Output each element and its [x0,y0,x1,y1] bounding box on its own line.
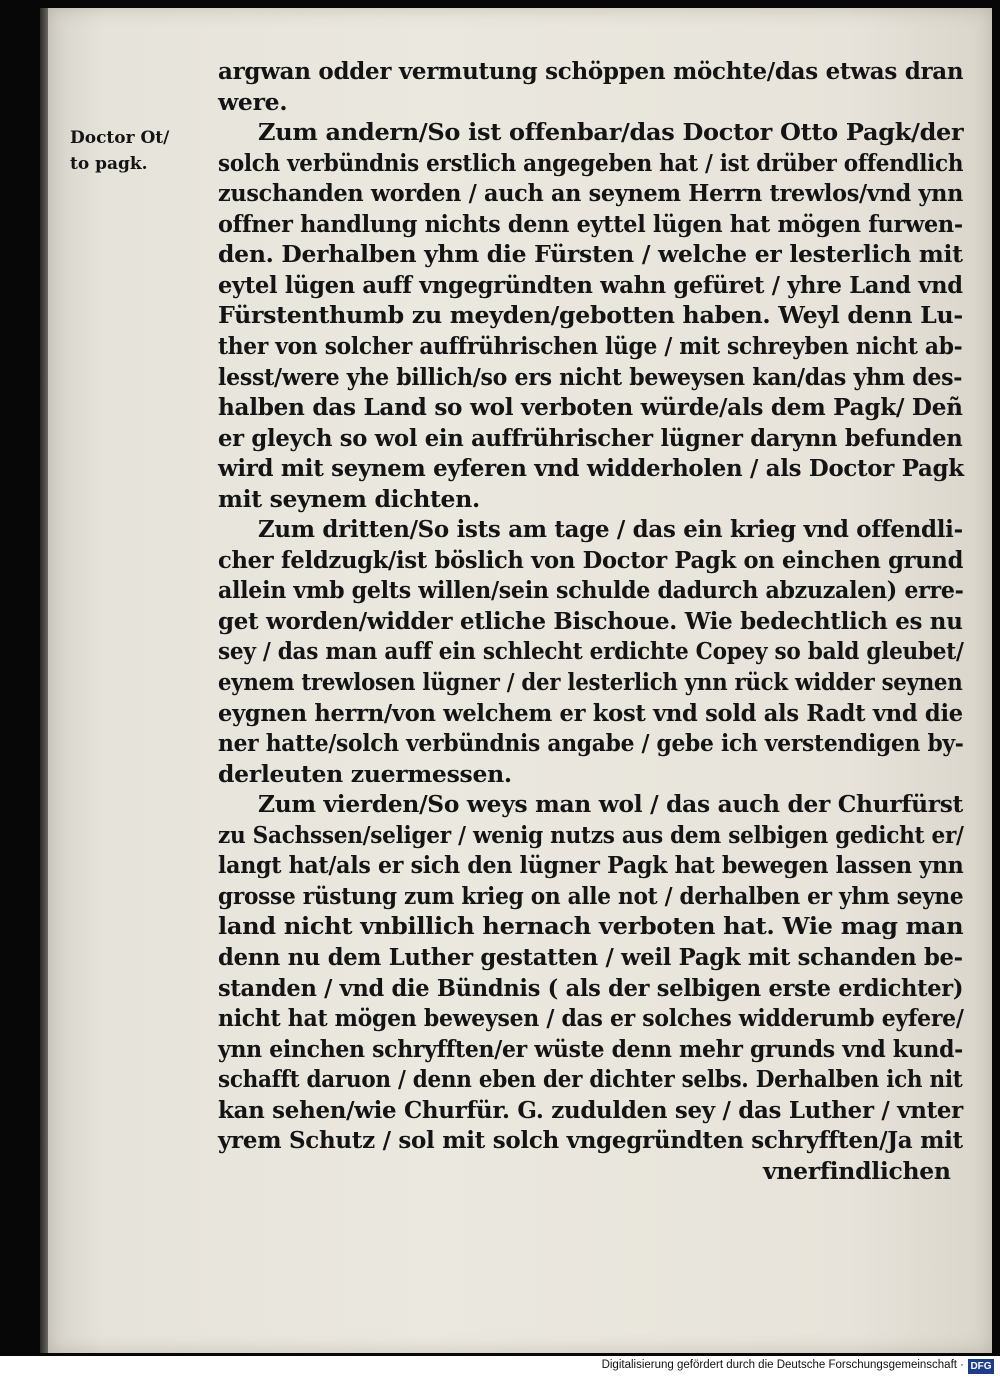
text-line: allein vmb gelts willen/sein schulde dadurch abzuzalen) erre- [218,576,964,605]
text-line: standen / vnd die Bündnis ( als der selbigen erste erdichter) [218,973,964,1002]
text-line: yrem Schutz / sol mit solch vngegründten schryfften/Ja mit [218,1126,963,1155]
footer-bar [0,1356,1000,1379]
text-line: zu Sachssen/seliger / wenig nutzs aus dem selbigen gedicht er/ [218,820,964,849]
text-line: den. Derhalben yhm die Fürsten / welche er lesterlich mit [218,240,963,269]
text-line: langt hat/als er sich den lügner Pagk hat bewegen lassen ynn [218,851,964,880]
text-line: eygnen herrn/von welchem er kost vnd sold als Radt vnd die [218,698,963,727]
text-line: Zum andern/So ist offenbar/das Doctor Otto Pagk/der [258,118,964,147]
marginal-note-line: to pagk. [70,154,148,174]
text-line: schafft daruon / denn eben der dichter selbs. Derhalben ich nit [218,1065,963,1094]
text-line: derleuten zuermessen. [218,759,512,788]
funding-notice: Digitalisierung gefördert durch die Deutsche Forschungsgemeinschaft · [601,1359,964,1371]
text-line: eytel lügen auff vngegründten wahn gefüret / yhre Land vnd [218,270,963,299]
text-line: Fürstenthumb zu meyden/gebotten haben. Weyl denn Lu- [218,301,963,330]
text-line: ner hatte/solch verbündnis angabe / gebe ich verstendigen by- [218,729,964,758]
text-line: grosse rüstung zum krieg on alle not / derhalben er yhm seyne [218,881,964,910]
text-line: denn nu dem Luther gestatten / weil Pagk mit schanden be- [218,942,963,971]
dfg-logo-icon: DFG [968,1359,994,1374]
marginal-note-line: Doctor Ot/ [70,128,170,148]
text-line: sey / das man auff ein schlecht erdichte Copey so bald gleubet/ [218,637,964,666]
text-line: lesst/were yhe billich/so ers nicht beweysen kan/das yhm des- [218,362,963,391]
text-line: kan sehen/wie Churfür. G. zudulden sey / das Luther / vnter [218,1095,963,1124]
text-line: land nicht vnbillich hernach verboten hat. Wie mag man [218,912,964,941]
text-line: Zum vierden/So weys man wol / das auch der Churfürst [258,790,964,819]
page-edge [40,8,48,1353]
text-line: get worden/widder etliche Bischoue. Wie bedechtlich es nu [218,606,963,635]
text-line: eynem trewlosen lügner / der lesterlich ynn rück widder seynen [218,668,963,696]
text-line: ther von solcher auffrührischen lüge / mit schreyben nicht ab- [218,331,963,360]
text-line: Zum dritten/So ists am tage / das ein krieg vnd offendli- [258,515,963,544]
text-line: solch verbündnis erstlich angegeben hat / ist drüber offendlich [218,148,964,177]
text-line: mit seynem dichten. [218,484,480,513]
text-line: vnerfindlichen [763,1156,951,1185]
text-line: cher feldzugk/ist böslich von Doctor Pagk on einchen grund [218,545,964,574]
text-line: argwan odder vermutung schöppen möchte/das etwas dran [218,57,964,85]
text-line: zuschanden worden / auch an seynem Herrn trewlos/vnd ynn [218,179,964,208]
text-line: halben das Land so wol verboten würde/als dem Pagk/ Deñ [218,393,963,422]
text-line: nicht hat mögen beweysen / das er solches widderumb eyfere/ [218,1004,964,1033]
text-line: were. [218,87,288,116]
text-line: ynn einchen schryfften/er wüste denn mehr grunds vnd kund- [218,1034,963,1063]
text-line: offner handlung nichts denn eyttel lügen hat mögen furwen- [218,209,963,238]
text-line: wird mit seynem eyferen vnd widderholen / als Doctor Pagk [218,454,964,483]
text-line: er gleych so wol ein auffrührischer lügner darynn befunden [218,423,963,452]
